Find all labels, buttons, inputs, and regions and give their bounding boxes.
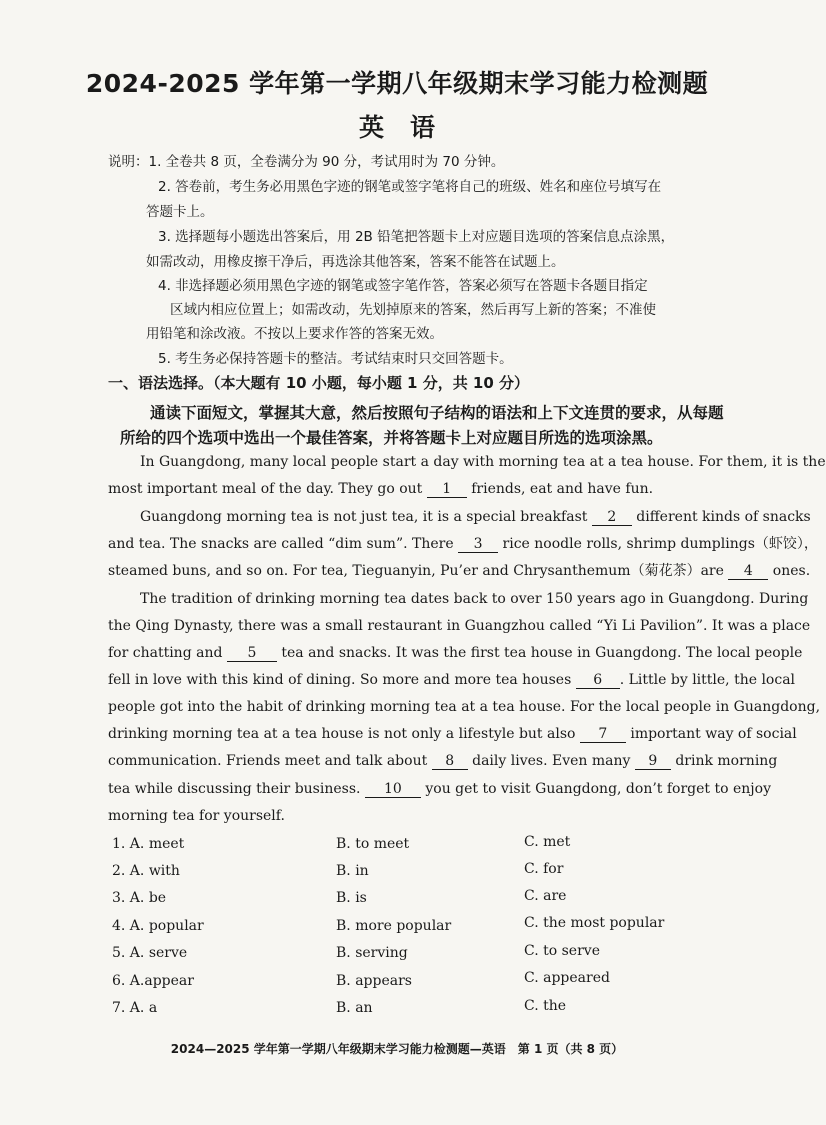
passage-line (108, 724, 797, 744)
passage-text: rice noodle rolls, shrimp dumplings（虾饺）， (502, 536, 818, 552)
option-a: 7. A. a (112, 1000, 158, 1016)
passage-text: important way of social (630, 726, 797, 742)
passage-text: communication. Friends meet and talk about (108, 753, 428, 769)
option-c: C. for (524, 861, 564, 877)
option-c: C. the most popular (524, 915, 665, 931)
answer-blank: 2 (592, 509, 632, 526)
answer-blank: 8 (432, 753, 468, 770)
answer-blank: 7 (580, 726, 626, 743)
option-b: B. in (336, 863, 369, 879)
passage-text: most important meal of the day. They go out (108, 481, 423, 497)
answer-blank: 4 (728, 563, 768, 580)
passage-line (108, 697, 821, 717)
page-title: 2024-2025 学年第一学期八年级期末学习能力检测题 (85, 69, 709, 98)
passage-text: Guangdong morning tea is not just tea, it is a special breakfast (140, 509, 588, 525)
option-b: B. appears (336, 973, 412, 989)
passage-text: the Qing Dynasty, there was a small restaurant in Guangzhou called “Yi Li Pavilion”. It was a place (108, 618, 811, 634)
passage-text: drinking morning tea at a tea house is not only a lifestyle but also (108, 726, 576, 742)
note-line: 说明：1. 全卷共 8 页，全卷满分为 90 分，考试用时为 70 分钟。 (108, 154, 505, 170)
note-line: 如需改动，用橡皮擦干净后，再选涂其他答案，答案不能答在试题上。 (146, 254, 565, 270)
section-instruction: 通读下面短文，掌握其大意，然后按照句子结构的语法和上下文连贯的要求，从每题 (150, 404, 724, 422)
passage-line (108, 779, 771, 799)
answer-blank: 1 (427, 481, 467, 498)
option-a: 5. A. serve (112, 945, 188, 961)
note-line: 5. 考生务必保持答题卡的整洁。考试结束时只交回答题卡。 (158, 351, 513, 367)
passage-text: friends, eat and have fun. (471, 481, 654, 497)
note-line: 3. 选择题每小题选出答案后，用 2B 铅笔把答题卡上对应题目选项的答案信息点涂黑， (158, 229, 675, 245)
passage-text: fell in love with this kind of dining. So more and more tea houses (108, 672, 572, 688)
option-c: C. the (524, 998, 567, 1014)
section-heading: 一、语法选择。（本大题有 10 小题，每小题 1 分，共 10 分） (108, 374, 530, 392)
note-line: 4. 非选择题必须用黑色字迹的钢笔或签字笔作答，答案必须写在答题卡各题目指定 (158, 278, 648, 294)
option-c: C. are (524, 888, 567, 904)
option-a: 6. A.appear (112, 973, 194, 989)
option-b: B. serving (336, 945, 408, 961)
option-c: C. to serve (524, 943, 600, 959)
passage-line (140, 507, 811, 527)
subject-title: 英语 (358, 113, 461, 142)
option-b: B. to meet (336, 836, 410, 852)
note-line: 2. 答卷前，考生务必用黑色字迹的钢笔或签字笔将自己的班级、姓名和座位号填写在 (158, 179, 662, 195)
note-line: 答题卡上。 (146, 204, 214, 220)
passage-line (140, 589, 809, 609)
option-a: 1. A. meet (112, 836, 185, 852)
passage-line (108, 670, 796, 690)
section-instruction: 所给的四个选项中选出一个最佳答案，并将答题卡上对应题目所选的选项涂黑。 (120, 429, 663, 447)
passage-text: drink morning (675, 753, 778, 769)
passage-text: steamed buns, and so on. For tea, Tieguanyin, Pu’er and Chrysanthemum（菊花茶）are (108, 563, 724, 579)
option-c: C. appeared (524, 970, 610, 986)
passage-line (140, 452, 826, 472)
passage-text: The tradition of drinking morning tea dates back to over 150 years ago in Guangdong. During (140, 591, 809, 607)
passage-text: you get to visit Guangdong, don’t forget to enjoy (425, 781, 771, 797)
passage-line (108, 479, 753, 499)
answer-blank: 10 (365, 781, 421, 798)
passage-text: morning tea for yourself. (108, 808, 285, 824)
option-a: 4. A. popular (112, 918, 204, 934)
answer-blank: 9 (635, 753, 671, 770)
option-b: B. more popular (336, 918, 452, 934)
passage-text: and tea. The snacks are called “dim sum”. There (108, 536, 454, 552)
passage-text: people got into the habit of drinking morning tea at a tea house. For the local people in Guangdong, (108, 699, 821, 715)
passage-line (108, 561, 811, 581)
passage-line (108, 751, 778, 771)
option-b: B. an (336, 1000, 373, 1016)
passage-line (108, 643, 803, 663)
answer-blank: 3 (458, 536, 498, 553)
answer-blank: 5 (227, 645, 277, 662)
option-a: 3. A. be (112, 890, 167, 906)
passage-text: for chatting and (108, 645, 223, 661)
option-b: B. is (336, 890, 367, 906)
option-a: 2. A. with (112, 863, 180, 879)
passage-text: ones. (772, 563, 811, 579)
passage-text: . Little by little, the local (619, 672, 796, 688)
note-line: 区域内相应位置上；如需改动，先划掉原来的答案，然后再写上新的答案；不准使 (170, 302, 656, 318)
note-line: 用铅笔和涂改液。不按以上要求作答的答案无效。 (146, 326, 443, 342)
passage-text: tea and snacks. It was the first tea house in Guangdong. The local people (281, 645, 803, 661)
passage-text: different kinds of snacks (636, 509, 811, 525)
passage-text: In Guangdong, many local people start a day with morning tea at a tea house. For them, it is the (140, 454, 826, 470)
passage-text: tea while discussing their business. (108, 781, 361, 797)
option-c: C. met (524, 834, 571, 850)
answer-blank: 6 (576, 672, 620, 689)
page-footer: 2024—2025 学年第一学期八年级期末学习能力检测题—英语 第 1 页（共 8 页） (170, 1042, 624, 1056)
passage-text: daily lives. Even many (472, 753, 631, 769)
passage-line (108, 534, 818, 554)
passage-line (108, 806, 753, 826)
passage-line (108, 616, 811, 636)
